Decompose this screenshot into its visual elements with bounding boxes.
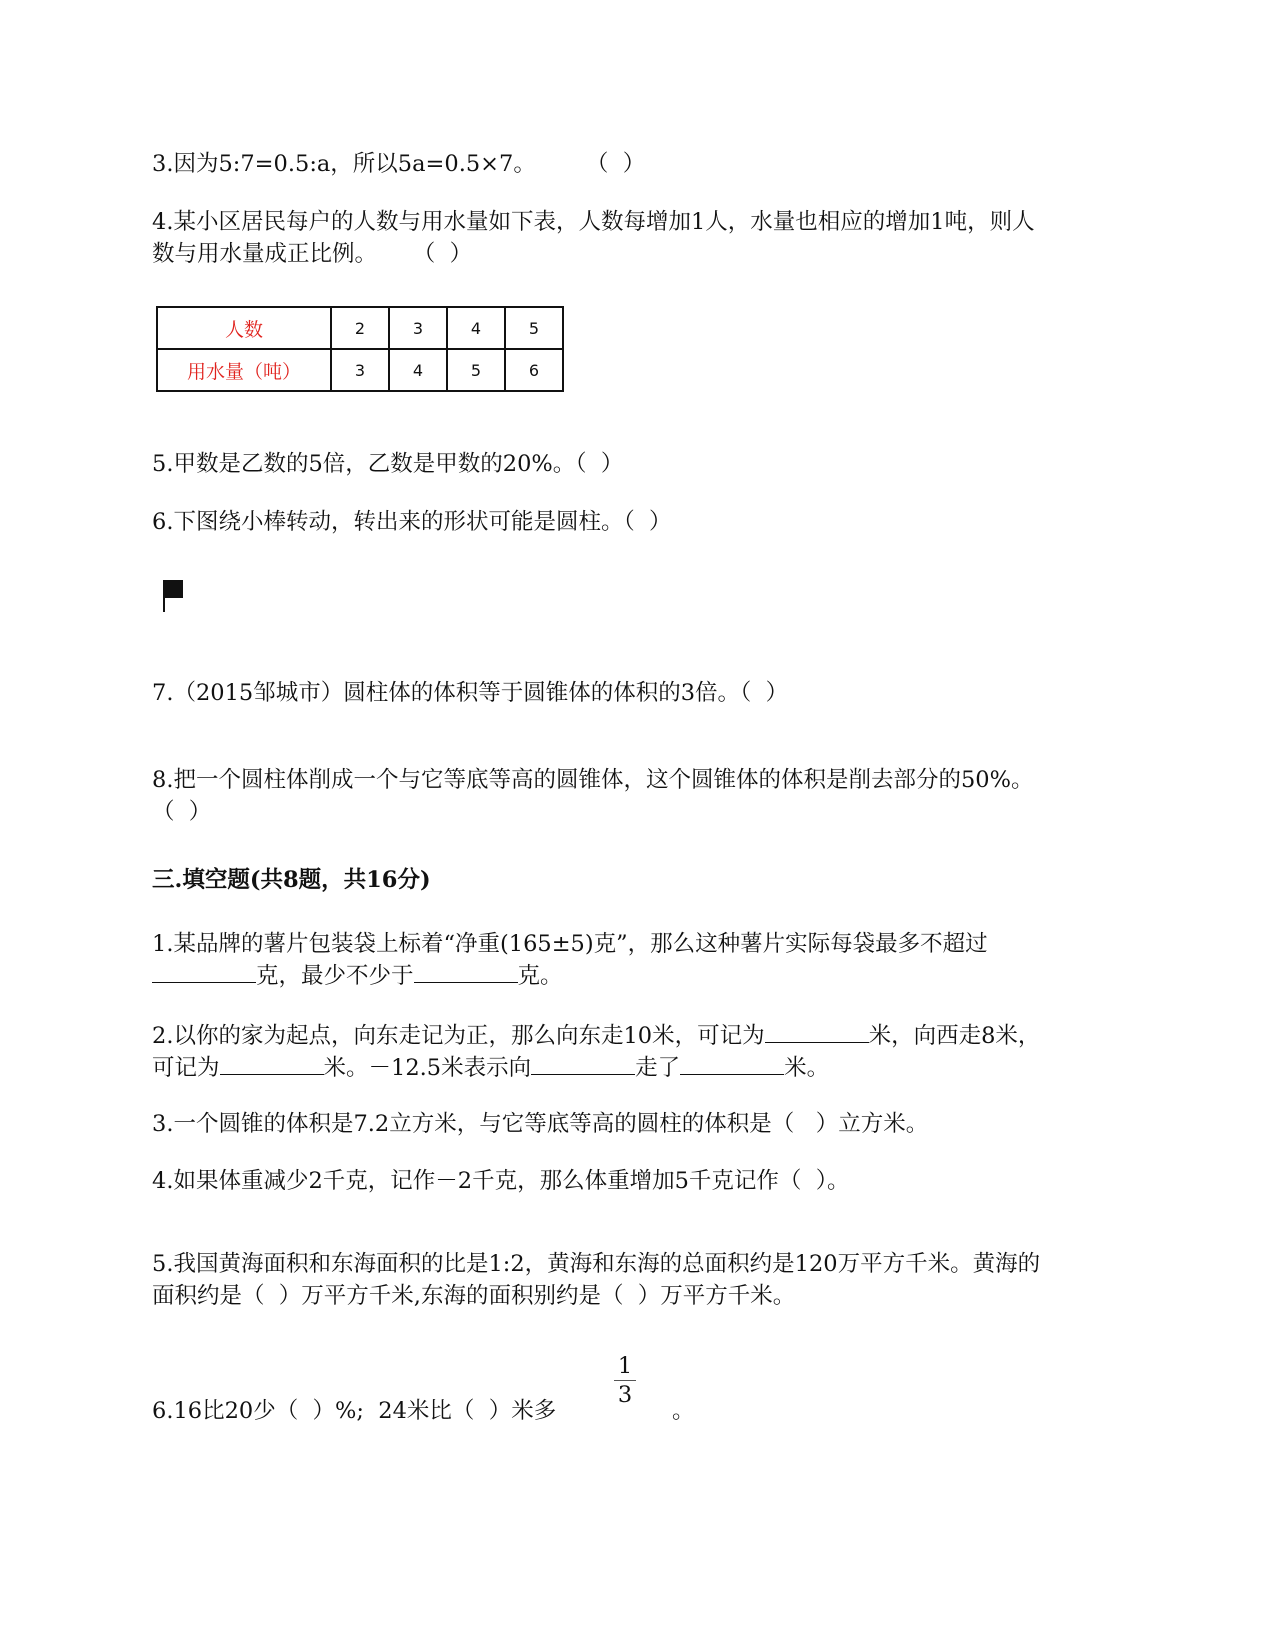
judge-question-6: 6.下图绕小棒转动，转出来的形状可能是圆柱。（ ） — [152, 509, 672, 535]
table-cell: 3 — [331, 349, 389, 391]
question-text: 克，最少不少于 — [256, 963, 414, 989]
question-text: 米，向西走8米， — [868, 1023, 1041, 1049]
water-usage-table — [156, 306, 564, 392]
question-text: 可记为 — [152, 1055, 220, 1081]
question-text: 克。 — [517, 963, 563, 989]
fill-question-5-line1: 5.我国黄海面积和东海面积的比是1:2，黄海和东海的总面积约是120万平方千米。黄海的 — [152, 1251, 1041, 1277]
fill-question-3: 3.一个圆锥的体积是7.2立方米，与它等底等高的圆柱的体积是（ ）立方米。 — [152, 1111, 929, 1137]
table-cell: 4 — [447, 307, 505, 349]
fraction-one-third — [612, 1352, 638, 1409]
question-text: 米。 — [784, 1055, 830, 1081]
table-cell: 3 — [389, 307, 447, 349]
fill-question-4: 4.如果体重减少2千克，记作－2千克，那么体重增加5千克记作（ ）。 — [152, 1168, 850, 1194]
fill-question-5-line2: 面积约是（ ）万平方千米,东海的面积别约是（ ）万平方千米。 — [152, 1283, 796, 1309]
question-text: 米。－12.5米表示向 — [323, 1055, 532, 1081]
fraction-denominator: 3 — [617, 1382, 633, 1408]
fill-question-2-line2 — [152, 1052, 829, 1084]
judge-question-3: 3.因为5:7=0.5:a，所以5a=0.5×7。 （ ） — [152, 151, 646, 177]
table-cell: 6 — [505, 349, 563, 391]
answer-blank[interactable] — [220, 1054, 324, 1075]
fill-question-1-line2 — [152, 960, 563, 992]
table-cell: 2 — [331, 307, 389, 349]
fill-question-2-line1 — [152, 1020, 1040, 1052]
judge-question-5: 5.甲数是乙数的5倍，乙数是甲数的20%。（ ） — [152, 451, 624, 477]
answer-blank[interactable] — [531, 1054, 635, 1075]
question-text: 2.以你的家为起点，向东走记为正，那么向东走10米，可记为 — [152, 1023, 765, 1049]
section-heading: 三.填空题(共8题，共16分) — [152, 867, 431, 893]
answer-blank[interactable] — [680, 1054, 784, 1075]
table-row — [157, 307, 563, 349]
judge-question-4-line2: 数与用水量成正比例。 （ ） — [152, 241, 473, 267]
answer-blank[interactable] — [765, 1022, 869, 1043]
judge-question-8-line1: 8.把一个圆柱体削成一个与它等底等高的圆锥体，这个圆锥体的体积是削去部分的50%。 — [152, 767, 1034, 793]
table-cell: 5 — [505, 307, 563, 349]
table-header-people: 人数 — [157, 307, 331, 349]
judge-question-7: 7.（2015邹城市）圆柱体的体积等于圆锥体的体积的3倍。（ ） — [152, 680, 789, 706]
question-text: 走了 — [635, 1055, 681, 1081]
judge-question-4-line1: 4.某小区居民每户的人数与用水量如下表，人数每增加1人，水量也相应的增加1吨，则人 — [152, 209, 1035, 235]
judge-question-8-line2: （ ） — [152, 799, 212, 825]
fill-question-6: 6.16比20少（ ）%; 24米比（ ）米多 — [152, 1398, 557, 1424]
table-cell: 5 — [447, 349, 505, 391]
table-header-water: 用水量（吨） — [157, 349, 331, 391]
fraction-numerator: 1 — [617, 1353, 633, 1379]
fill-question-1-line1: 1.某品牌的薯片包装袋上标着“净重(165±5)克”，那么这种薯片实际每袋最多不超过 — [152, 931, 988, 957]
flag-on-stick-icon — [161, 578, 185, 614]
answer-blank[interactable] — [414, 962, 518, 983]
sentence-end-mark: 。 — [672, 1398, 695, 1424]
table-cell: 4 — [389, 349, 447, 391]
answer-blank[interactable] — [152, 962, 256, 983]
table-row — [157, 349, 563, 391]
